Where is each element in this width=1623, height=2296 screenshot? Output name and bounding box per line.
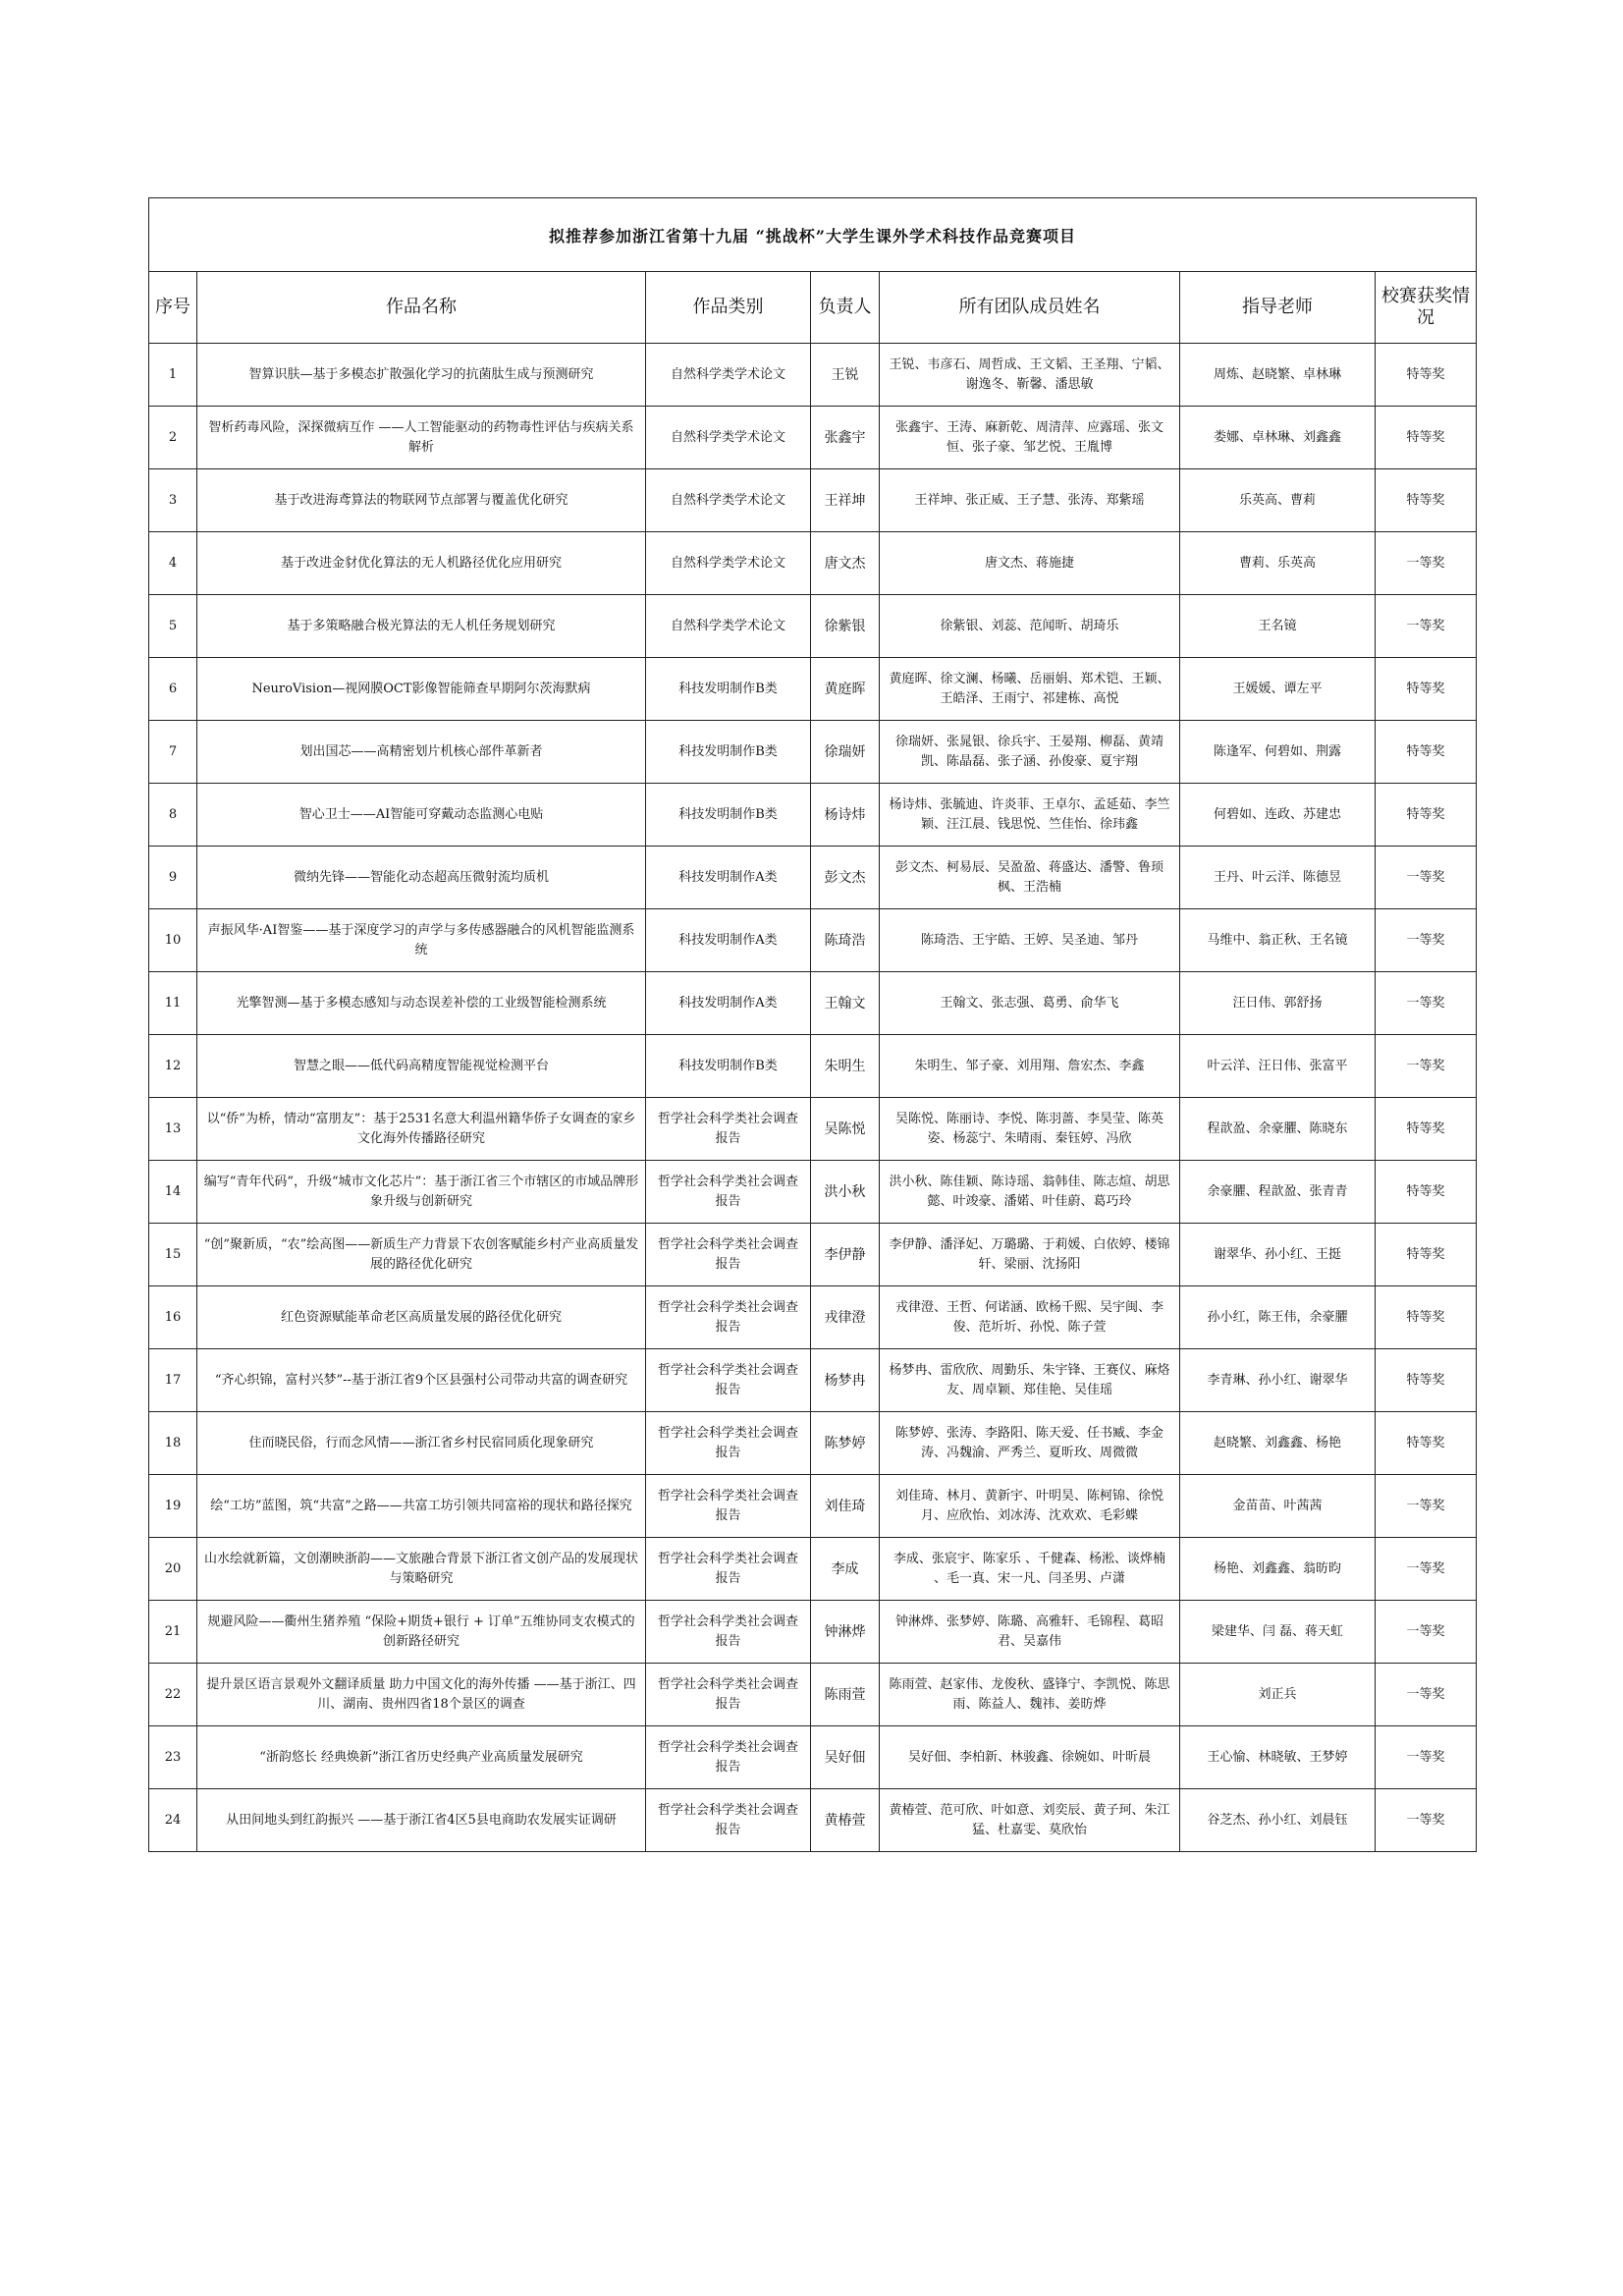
cell-leader: 张鑫宇 <box>811 407 880 469</box>
cell-advisors: 王媛媛、谭左平 <box>1180 658 1376 721</box>
cell-no: 13 <box>149 1098 197 1161</box>
cell-no: 14 <box>149 1161 197 1224</box>
cell-no: 8 <box>149 784 197 847</box>
header-members: 所有团队成员姓名 <box>880 272 1180 344</box>
cell-award: 一等奖 <box>1376 1726 1477 1789</box>
cell-advisors: 曹莉、乐英高 <box>1180 532 1376 595</box>
cell-advisors: 谢翠华、孙小红、王挺 <box>1180 1224 1376 1286</box>
cell-name: 划出国芯——高精密划片机核心部件革新者 <box>197 721 646 784</box>
table-row <box>149 721 1477 784</box>
cell-category: 哲学社会科学类社会调查报告 <box>646 1538 811 1601</box>
cell-no: 3 <box>149 469 197 532</box>
table-row <box>149 595 1477 658</box>
cell-members: 彭文杰、柯易辰、吴盈盈、蒋盛达、潘警、鲁顼枫、王浩楠 <box>880 847 1180 909</box>
cell-no: 18 <box>149 1412 197 1475</box>
cell-category: 科技发明制作B类 <box>646 721 811 784</box>
cell-leader: 陈琦浩 <box>811 909 880 972</box>
cell-category: 哲学社会科学类社会调查报告 <box>646 1412 811 1475</box>
cell-members: 徐瑞妍、张晁银、徐兵宇、王晏翔、柳磊、黄靖凯、陈晶磊、张子涵、孙俊豪、夏宇翔 <box>880 721 1180 784</box>
cell-no: 6 <box>149 658 197 721</box>
header-leader: 负责人 <box>811 272 880 344</box>
cell-leader: 杨梦冉 <box>811 1349 880 1412</box>
projects-table <box>148 197 1477 1852</box>
cell-leader: 吴好佃 <box>811 1726 880 1789</box>
cell-name: 规避风险——衢州生猪养殖 “保险+期货+银行 + 订单”五维协同支农模式的创新路径研究 <box>197 1601 646 1664</box>
cell-name: 光擎智测—基于多模态感知与动态误差补偿的工业级智能检测系统 <box>197 972 646 1035</box>
cell-award: 一等奖 <box>1376 1664 1477 1726</box>
table-row <box>149 1161 1477 1224</box>
cell-name: 智算识肤—基于多模态扩散强化学习的抗菌肽生成与预测研究 <box>197 344 646 407</box>
cell-advisors: 马维中、翁正秋、王名镜 <box>1180 909 1376 972</box>
header-row <box>149 272 1477 344</box>
cell-members: 张鑫宇、王涛、麻新乾、周清萍、应露瑶、张文恒、张子豪、邹艺悦、王胤博 <box>880 407 1180 469</box>
cell-no: 19 <box>149 1475 197 1538</box>
table-row <box>149 1098 1477 1161</box>
cell-category: 哲学社会科学类社会调查报告 <box>646 1601 811 1664</box>
cell-advisors: 刘正兵 <box>1180 1664 1376 1726</box>
cell-members: 吴陈悦、陈丽诗、李悦、陈羽蔷、李昊莹、陈英姿、杨蕊宁、朱晴雨、秦钰婷、冯欣 <box>880 1098 1180 1161</box>
cell-name: 智析药毒风险，深探微病互作 ——人工智能驱动的药物毒性评估与疾病关系解析 <box>197 407 646 469</box>
cell-name: 智心卫士——AI智能可穿戴动态监测心电贴 <box>197 784 646 847</box>
cell-advisors: 王心愉、林晓敏、王梦婷 <box>1180 1726 1376 1789</box>
cell-no: 22 <box>149 1664 197 1726</box>
cell-award: 一等奖 <box>1376 595 1477 658</box>
cell-no: 10 <box>149 909 197 972</box>
cell-advisors: 王丹、叶云洋、陈德昱 <box>1180 847 1376 909</box>
cell-leader: 陈梦婷 <box>811 1412 880 1475</box>
cell-category: 自然科学类学术论文 <box>646 469 811 532</box>
cell-leader: 钟淋烨 <box>811 1601 880 1664</box>
cell-category: 科技发明制作A类 <box>646 972 811 1035</box>
cell-name: 红色资源赋能革命老区高质量发展的路径优化研究 <box>197 1286 646 1349</box>
cell-award: 特等奖 <box>1376 1412 1477 1475</box>
cell-no: 2 <box>149 407 197 469</box>
cell-award: 一等奖 <box>1376 1475 1477 1538</box>
cell-leader: 唐文杰 <box>811 532 880 595</box>
cell-members: 杨梦冉、雷欣欣、周勤乐、朱宇锋、王赛仪、麻烙友、周卓颖、郑佳艳、吴佳瑶 <box>880 1349 1180 1412</box>
cell-members: 杨诗炜、张毓迪、许炎菲、王卓尔、孟延茹、李竺颖、汪江晨、钱思悦、竺佳怡、徐玮鑫 <box>880 784 1180 847</box>
cell-members: 徐紫银、刘蕊、范闻昕、胡琦乐 <box>880 595 1180 658</box>
cell-award: 特等奖 <box>1376 658 1477 721</box>
header-advisors: 指导老师 <box>1180 272 1376 344</box>
header-award: 校赛获奖情况 <box>1376 272 1477 344</box>
cell-award: 特等奖 <box>1376 469 1477 532</box>
cell-no: 16 <box>149 1286 197 1349</box>
cell-advisors: 孙小红，陈王伟，余豪臞 <box>1180 1286 1376 1349</box>
cell-advisors: 王名镜 <box>1180 595 1376 658</box>
cell-category: 自然科学类学术论文 <box>646 595 811 658</box>
cell-no: 20 <box>149 1538 197 1601</box>
cell-award: 一等奖 <box>1376 1035 1477 1098</box>
cell-members: 戎律澄、王哲、何诺涵、欧杨千熙、吴宇闽、李俊、范圻圻、孙悦、陈子萱 <box>880 1286 1180 1349</box>
cell-name: “创”聚新质，“农”绘高图——新质生产力背景下农创客赋能乡村产业高质量发展的路径优化研究 <box>197 1224 646 1286</box>
cell-members: 王祥坤、张正威、王子慧、张涛、郑紫瑶 <box>880 469 1180 532</box>
cell-category: 哲学社会科学类社会调查报告 <box>646 1726 811 1789</box>
cell-award: 特等奖 <box>1376 1098 1477 1161</box>
table-row <box>149 1224 1477 1286</box>
cell-award: 特等奖 <box>1376 1349 1477 1412</box>
cell-category: 哲学社会科学类社会调查报告 <box>646 1664 811 1726</box>
cell-leader: 王祥坤 <box>811 469 880 532</box>
cell-category: 哲学社会科学类社会调查报告 <box>646 1161 811 1224</box>
cell-award: 一等奖 <box>1376 847 1477 909</box>
cell-category: 科技发明制作B类 <box>646 658 811 721</box>
cell-award: 特等奖 <box>1376 721 1477 784</box>
table-row <box>149 344 1477 407</box>
cell-no: 11 <box>149 972 197 1035</box>
cell-name: 从田间地头到红韵振兴 ——基于浙江省4区5县电商助农发展实证调研 <box>197 1789 646 1852</box>
table-row <box>149 1412 1477 1475</box>
table-row <box>149 658 1477 721</box>
cell-name: 山水绘就新篇，文创潮映浙韵——文旅融合背景下浙江省文创产品的发展现状与策略研究 <box>197 1538 646 1601</box>
cell-members: 王翰文、张志强、葛勇、俞华飞 <box>880 972 1180 1035</box>
cell-leader: 戎律澄 <box>811 1286 880 1349</box>
table-row <box>149 1601 1477 1664</box>
cell-no: 15 <box>149 1224 197 1286</box>
cell-category: 哲学社会科学类社会调查报告 <box>646 1349 811 1412</box>
cell-category: 自然科学类学术论文 <box>646 344 811 407</box>
cell-category: 哲学社会科学类社会调查报告 <box>646 1224 811 1286</box>
cell-members: 黄庭晖、徐文澜、杨曦、岳丽娟、郑术铠、王颖、王皓泽、王雨宁、祁建栋、高悦 <box>880 658 1180 721</box>
cell-name: 微纳先锋——智能化动态超高压微射流均质机 <box>197 847 646 909</box>
cell-name: 以“侨”为桥，情动“富朋友”：基于2531名意大利温州籍华侨子女调查的家乡文化海外传播路径研究 <box>197 1098 646 1161</box>
table-body <box>149 344 1477 1852</box>
cell-members: 吴好佃、李柏新、林骏鑫、徐婉如、叶昕晨 <box>880 1726 1180 1789</box>
cell-award: 特等奖 <box>1376 407 1477 469</box>
table-row <box>149 784 1477 847</box>
cell-advisors: 梁建华、闫 磊、蒋天虹 <box>1180 1601 1376 1664</box>
cell-category: 科技发明制作B类 <box>646 1035 811 1098</box>
table-row <box>149 1789 1477 1852</box>
cell-members: 陈琦浩、王宇皓、王婷、吴圣迪、邹丹 <box>880 909 1180 972</box>
cell-category: 自然科学类学术论文 <box>646 532 811 595</box>
cell-name: 绘“工坊”蓝图，筑“共富”之路——共富工坊引领共同富裕的现状和路径探究 <box>197 1475 646 1538</box>
cell-members: 朱明生、邹子豪、刘用翔、詹宏杰、李鑫 <box>880 1035 1180 1098</box>
cell-members: 钟淋烨、张梦婷、陈璐、高雅轩、毛锦程、葛昭君、吴嘉伟 <box>880 1601 1180 1664</box>
table-row <box>149 1035 1477 1098</box>
document-title: 拟推荐参加浙江省第十九届 “挑战杯”大学生课外学术科技作品竞赛项目 <box>149 198 1477 272</box>
cell-members: 黄椿萱、范可欣、叶如意、刘奕辰、黄子珂、朱江猛、杜嘉雯、莫欣怡 <box>880 1789 1180 1852</box>
cell-members: 陈梦婷、张涛、李路阳、陈天爱、任书臧、李金涛、冯魏渝、严秀兰、夏昕玫、周微微 <box>880 1412 1180 1475</box>
cell-name: 基于改进海鸢算法的物联网节点部署与覆盖优化研究 <box>197 469 646 532</box>
cell-members: 陈雨萱、赵家伟、龙俊秋、盛锋宁、李凯悦、陈思雨、陈益人、魏祎、姜昉烨 <box>880 1664 1180 1726</box>
cell-no: 5 <box>149 595 197 658</box>
cell-no: 17 <box>149 1349 197 1412</box>
cell-advisors: 李青琳、孙小红、谢翠华 <box>1180 1349 1376 1412</box>
table-row <box>149 1475 1477 1538</box>
cell-leader: 洪小秋 <box>811 1161 880 1224</box>
cell-category: 哲学社会科学类社会调查报告 <box>646 1286 811 1349</box>
cell-leader: 陈雨萱 <box>811 1664 880 1726</box>
cell-category: 科技发明制作A类 <box>646 847 811 909</box>
cell-advisors: 赵晓繁、刘鑫鑫、杨艳 <box>1180 1412 1376 1475</box>
cell-leader: 黄庭晖 <box>811 658 880 721</box>
cell-name: 住而晓民俗，行而念风情——浙江省乡村民宿同质化现象研究 <box>197 1412 646 1475</box>
cell-award: 一等奖 <box>1376 972 1477 1035</box>
cell-name: 声振风华·AI智鉴——基于深度学习的声学与多传感器融合的风机智能监测系统 <box>197 909 646 972</box>
title-row <box>149 198 1477 272</box>
cell-no: 12 <box>149 1035 197 1098</box>
cell-award: 一等奖 <box>1376 909 1477 972</box>
header-no: 序号 <box>149 272 197 344</box>
cell-name: 编写“青年代码”，升级“城市文化芯片”：基于浙江省三个市辖区的市域品牌形象升级与创新研究 <box>197 1161 646 1224</box>
cell-name: “浙韵悠长 经典焕新”浙江省历史经典产业高质量发展研究 <box>197 1726 646 1789</box>
cell-award: 一等奖 <box>1376 532 1477 595</box>
table-row <box>149 1726 1477 1789</box>
cell-advisors: 周炼、赵晓繁、卓林琳 <box>1180 344 1376 407</box>
table-row <box>149 1538 1477 1601</box>
cell-advisors: 汪日伟、郭舒扬 <box>1180 972 1376 1035</box>
cell-members: 李伊静、潘泽妃、万璐璐、于莉媛、白依婷、楼锦轩、梁丽、沈扬阳 <box>880 1224 1180 1286</box>
cell-members: 洪小秋、陈佳颖、陈诗瑶、翁韩佳、陈志煊、胡思懿、叶竣豪、潘婼、叶佳蔚、葛巧玲 <box>880 1161 1180 1224</box>
cell-name: 智慧之眼——低代码高精度智能视觉检测平台 <box>197 1035 646 1098</box>
cell-no: 24 <box>149 1789 197 1852</box>
cell-members: 唐文杰、蒋施捷 <box>880 532 1180 595</box>
cell-award: 一等奖 <box>1376 1601 1477 1664</box>
cell-leader: 黄椿萱 <box>811 1789 880 1852</box>
header-name: 作品名称 <box>197 272 646 344</box>
cell-leader: 彭文杰 <box>811 847 880 909</box>
cell-award: 特等奖 <box>1376 1224 1477 1286</box>
table-row <box>149 532 1477 595</box>
cell-leader: 李伊静 <box>811 1224 880 1286</box>
table-row <box>149 469 1477 532</box>
cell-no: 9 <box>149 847 197 909</box>
cell-category: 哲学社会科学类社会调查报告 <box>646 1098 811 1161</box>
cell-category: 科技发明制作A类 <box>646 909 811 972</box>
cell-advisors: 叶云洋、汪日伟、张富平 <box>1180 1035 1376 1098</box>
cell-award: 特等奖 <box>1376 344 1477 407</box>
cell-no: 7 <box>149 721 197 784</box>
cell-leader: 王翰文 <box>811 972 880 1035</box>
cell-category: 自然科学类学术论文 <box>646 407 811 469</box>
cell-advisors: 余豪臞、程歆盈、张青青 <box>1180 1161 1376 1224</box>
cell-members: 王锐、韦彦石、周哲成、王文韬、王圣翔、宁韬、谢逸冬、靳馨、潘思敏 <box>880 344 1180 407</box>
table-row <box>149 407 1477 469</box>
table-row <box>149 1664 1477 1726</box>
cell-leader: 李成 <box>811 1538 880 1601</box>
cell-advisors: 何碧如、连政、苏建忠 <box>1180 784 1376 847</box>
cell-advisors: 程歆盈、余豪臞、陈晓东 <box>1180 1098 1376 1161</box>
cell-advisors: 谷芝杰、孙小红、刘晨钰 <box>1180 1789 1376 1852</box>
cell-no: 21 <box>149 1601 197 1664</box>
cell-name: 基于改进金豺优化算法的无人机路径优化应用研究 <box>197 532 646 595</box>
cell-category: 哲学社会科学类社会调查报告 <box>646 1789 811 1852</box>
cell-category: 哲学社会科学类社会调查报告 <box>646 1475 811 1538</box>
header-category: 作品类别 <box>646 272 811 344</box>
cell-advisors: 乐英高、曹莉 <box>1180 469 1376 532</box>
cell-advisors: 金苗苗、叶茜茜 <box>1180 1475 1376 1538</box>
cell-leader: 徐紫银 <box>811 595 880 658</box>
cell-members: 李成、张宸宇、陈家乐 、千健森、杨淞、谈烨楠 、毛一真、宋一凡、闫圣男、卢潇 <box>880 1538 1180 1601</box>
cell-advisors: 娄娜、卓林琳、刘鑫鑫 <box>1180 407 1376 469</box>
cell-category: 科技发明制作B类 <box>646 784 811 847</box>
cell-leader: 王锐 <box>811 344 880 407</box>
cell-advisors: 杨艳、刘鑫鑫、翁昉昀 <box>1180 1538 1376 1601</box>
cell-leader: 朱明生 <box>811 1035 880 1098</box>
table-row <box>149 909 1477 972</box>
table-row <box>149 972 1477 1035</box>
table-row <box>149 1286 1477 1349</box>
cell-leader: 吴陈悦 <box>811 1098 880 1161</box>
cell-no: 4 <box>149 532 197 595</box>
cell-award: 特等奖 <box>1376 1161 1477 1224</box>
cell-award: 一等奖 <box>1376 1789 1477 1852</box>
cell-name: 基于多策略融合极光算法的无人机任务规划研究 <box>197 595 646 658</box>
cell-advisors: 陈逢军、何碧如、荆露 <box>1180 721 1376 784</box>
cell-award: 特等奖 <box>1376 1286 1477 1349</box>
cell-name: “齐心织锦，富村兴梦”--基于浙江省9个区县强村公司带动共富的调查研究 <box>197 1349 646 1412</box>
cell-name: 提升景区语言景观外文翻译质量 助力中国文化的海外传播 ——基于浙江、四川、湖南、贵州四省18个景区的调查 <box>197 1664 646 1726</box>
cell-members: 刘佳琦、林月、黄新宇、叶明昊、陈柯锦、徐悦月、应欣怡、刘冰涛、沈欢欢、毛彩蝶 <box>880 1475 1180 1538</box>
cell-leader: 刘佳琦 <box>811 1475 880 1538</box>
cell-no: 1 <box>149 344 197 407</box>
cell-leader: 徐瑞妍 <box>811 721 880 784</box>
cell-leader: 杨诗炜 <box>811 784 880 847</box>
cell-award: 特等奖 <box>1376 784 1477 847</box>
table-row <box>149 847 1477 909</box>
cell-award: 一等奖 <box>1376 1538 1477 1601</box>
cell-name: NeuroVision—视网膜OCT影像智能筛查早期阿尔茨海默病 <box>197 658 646 721</box>
table-row <box>149 1349 1477 1412</box>
cell-no: 23 <box>149 1726 197 1789</box>
